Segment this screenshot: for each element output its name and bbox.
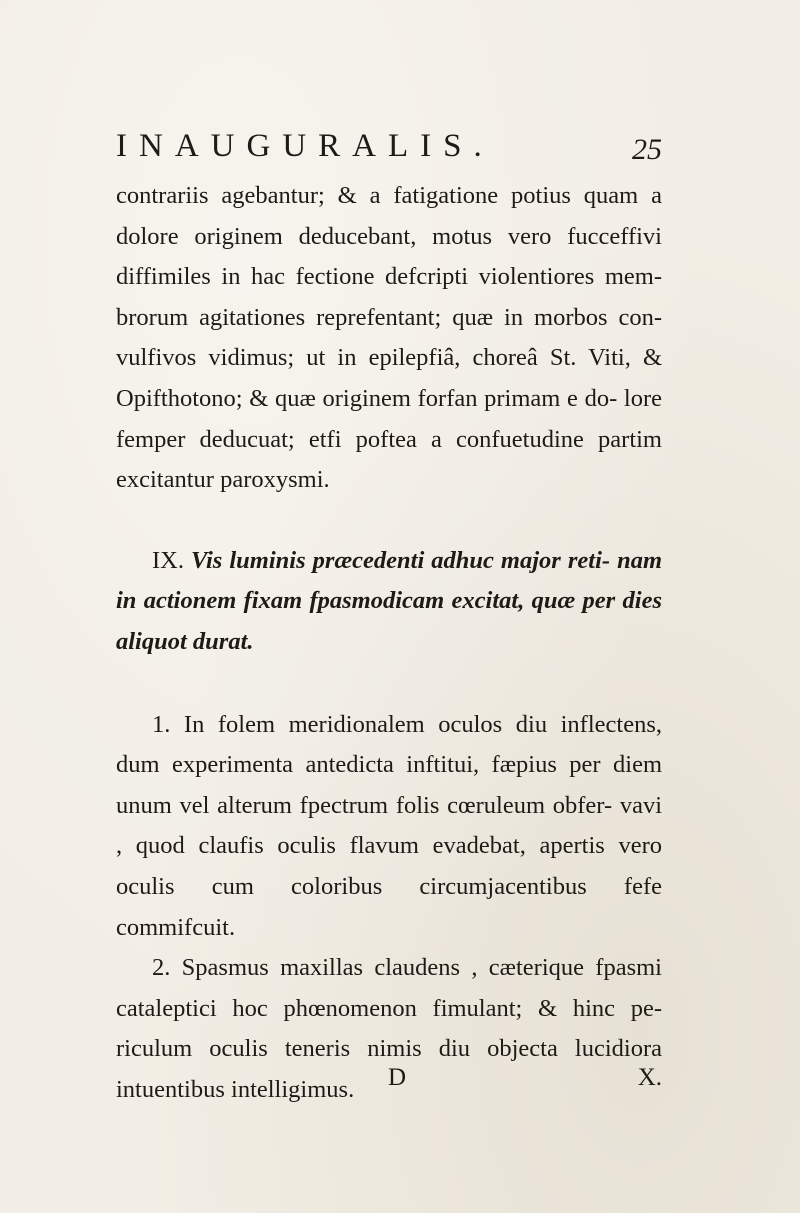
signature-mark: D xyxy=(388,1064,407,1091)
page-number: 25 xyxy=(632,133,662,166)
page-header xyxy=(116,126,662,166)
section-heading xyxy=(116,541,662,663)
section-numeral: IX. xyxy=(152,546,184,574)
page-footer xyxy=(116,1058,662,1098)
running-title: INAUGURALIS. xyxy=(116,128,494,164)
section-heading-text: Vis luminis præcedenti adhuc major reti- nam in actionem fixam fpasmodicam excitat, quæ per dies aliquot durat. xyxy=(116,546,662,655)
numbered-paragraph-2: 2. Spasmus maxillas claudens , cæterique fpasmi cataleptici hoc phœnomenon fimulant; & hinc pe- riculum oculis teneris nimis diu objecta lucidiora intuentibus intelligimus. xyxy=(116,954,662,1103)
numbered-paragraph-1: 1. In folem meridionalem oculos diu inflectens, dum experimenta antedicta inftitui, fæpius per diem unum vel alterum fpectrum folis cœruleum obfer- vavi , quod claufis oculis flavum evadebat, apertis vero oculis cum coloribus circumjacentibus fefe commifcuit. xyxy=(116,710,662,941)
body-text xyxy=(116,176,662,1110)
catchword: X. xyxy=(637,1064,662,1091)
paragraph-continuation: contrariis agebantur; & a fatigatione potius quam a dolore originem deducebant, motus vero fucceffivi diffimiles in hac fectione defcripti violentiores mem- brorum agitationes reprefentant; quæ in morbos con- vulfivos vidimus; ut in epilepfiâ, choreâ St. Viti, & Opifthotono; & quæ originem forfan primam e do- lore femper deducuat; etfi poftea a confuetudine partim excitantur paroxysmi. xyxy=(116,182,662,494)
